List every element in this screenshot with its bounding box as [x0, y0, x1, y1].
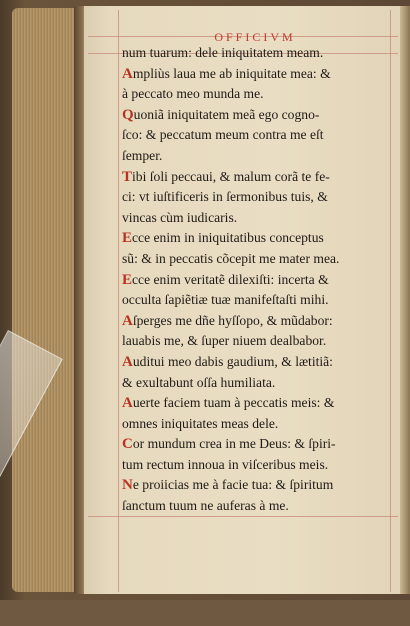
rubricated-initial: T	[122, 168, 133, 185]
line-text: uditui meo dabis gaudium, & lætitiã:	[132, 353, 333, 369]
psalm-text	[122, 43, 394, 517]
rubricated-initial: N	[122, 477, 133, 494]
line-text: ſco: & peccatum meum contra me eſt	[122, 127, 324, 143]
rubricated-initial: A	[122, 395, 133, 412]
rubricated-initial: A	[122, 312, 133, 329]
text-line	[122, 331, 394, 352]
line-text: occulta ſapiẽtiæ tuæ manifeſtaſti mihi.	[122, 292, 329, 308]
page-block-edge	[12, 8, 82, 592]
text-line	[122, 187, 394, 208]
line-text: mpliùs laua me ab iniquitate mea: &	[132, 65, 331, 81]
text-line	[122, 64, 394, 85]
rubricated-initial: E	[122, 271, 133, 288]
line-text: ci: vt iuſtificeris in ſermonibus tuis, &	[122, 189, 328, 205]
page-right-edge	[400, 6, 410, 594]
line-text: num tuarum: dele iniquitatem meam.	[122, 45, 324, 60]
line-text: cce enim veritatẽ dilexiſti: incerta &	[132, 271, 329, 287]
rubricated-initial: A	[122, 65, 133, 82]
text-line	[122, 249, 394, 270]
text-line	[122, 455, 394, 476]
line-text: tum rectum innoua in viſceribus meis.	[122, 456, 329, 472]
text-line	[122, 373, 394, 394]
text-line	[122, 393, 394, 414]
line-text: lauabis me, & ſuper niuem dealbabor.	[122, 333, 327, 349]
line-text: uerte faciem tuam à peccatis meis: &	[132, 395, 335, 411]
text-line	[122, 43, 394, 64]
text-line	[122, 270, 394, 291]
text-line	[122, 434, 394, 455]
text-line	[122, 414, 394, 435]
rubricated-initial: A	[122, 353, 133, 370]
text-line	[122, 290, 394, 311]
line-text: ſperges me dñe hyſſopo, & mũdabor:	[132, 312, 333, 328]
line-text: vincas cùm iudicaris.	[122, 209, 238, 225]
text-line	[122, 125, 394, 146]
text-line	[122, 208, 394, 229]
line-text: e proiicias me à facie tua: & ſpiritum	[132, 477, 334, 493]
text-line	[122, 496, 394, 517]
line-text: ſanctum tuum ne auferas à me.	[122, 498, 289, 514]
line-text: ibi ſoli peccaui, & malum corã te fe-	[132, 168, 330, 184]
ruled-line-left-margin	[118, 10, 119, 592]
text-line	[122, 352, 394, 373]
line-text: cce enim in iniquitatibus conceptus	[132, 230, 324, 246]
text-line	[122, 475, 394, 496]
line-text: uoniã iniquitatem meã ego cogno-	[133, 106, 320, 122]
rubricated-initial: Q	[122, 106, 134, 123]
text-line	[122, 228, 394, 249]
text-line	[122, 311, 394, 332]
line-text: or mundum crea in me Deus: & ſpiri-	[132, 436, 336, 452]
line-text: à peccato meo munda me.	[122, 86, 264, 102]
text-line	[122, 84, 394, 105]
text-line	[122, 146, 394, 167]
rubricated-initial: C	[122, 436, 133, 453]
line-text: sũ: & in peccatis cõcepit me mater mea.	[122, 250, 340, 266]
running-head: OFFICIVM	[214, 30, 296, 44]
line-text: omnes iniquitates meas dele.	[122, 415, 279, 431]
line-text: ſemper.	[122, 147, 163, 163]
line-text: & exultabunt oſſa humiliata.	[122, 374, 276, 390]
text-line	[122, 167, 394, 188]
text-line	[122, 105, 394, 126]
rubricated-initial: E	[122, 230, 133, 247]
